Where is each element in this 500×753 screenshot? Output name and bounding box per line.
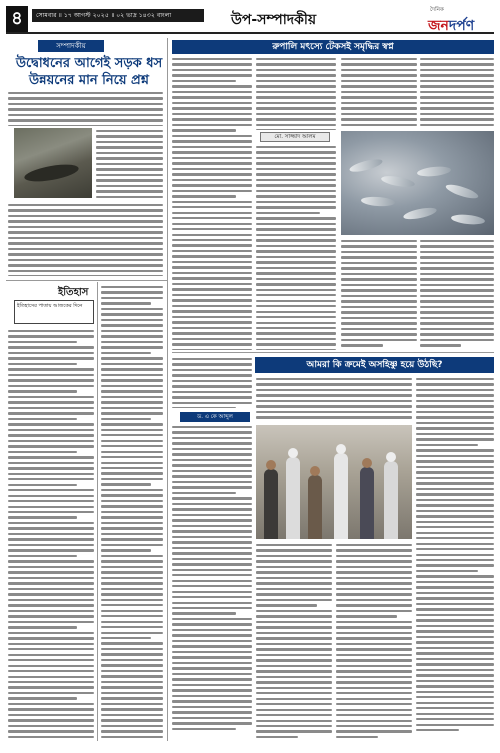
history-list bbox=[101, 286, 163, 740]
newspaper-logo bbox=[424, 6, 494, 32]
logo-part-2: দর্পণ bbox=[448, 18, 475, 34]
feature-body bbox=[256, 146, 336, 350]
road-collapse-photo bbox=[14, 128, 92, 198]
editorial-body bbox=[8, 204, 163, 276]
page-number: ৪ bbox=[6, 6, 28, 32]
fish-market-photo bbox=[341, 131, 494, 235]
feature-2-body bbox=[256, 378, 412, 422]
feature-2-headline: আমরা কি ক্রমেই অসহিষ্ণু হয়ে উঠছি? bbox=[255, 357, 494, 373]
section-title: উপ-সম্পাদকীয় bbox=[231, 12, 317, 28]
feature-2-body bbox=[172, 358, 252, 408]
feature-byline: মো. সাজ্জাদ আলম bbox=[260, 132, 330, 142]
feature-2-body bbox=[172, 426, 252, 741]
feature-body bbox=[256, 58, 336, 130]
section-divider bbox=[172, 352, 494, 353]
feature-2-body bbox=[256, 544, 332, 741]
feature-body bbox=[341, 240, 417, 350]
editorial-body bbox=[8, 92, 163, 126]
feature-2-body bbox=[336, 544, 412, 741]
crowd-photo bbox=[256, 425, 412, 539]
feature-body bbox=[341, 58, 417, 128]
editorial-title: উদ্বোধনের আগেই সড়ক ধস উন্নয়নের মান নিয়ে প্রশ্ন bbox=[15, 56, 163, 88]
logo-tagline: দৈনিক bbox=[430, 7, 444, 13]
history-list bbox=[8, 330, 94, 740]
feature-2-byline: ড. এ কে আব্দুল bbox=[180, 412, 250, 422]
page-header bbox=[6, 6, 494, 34]
editorial-kicker: সম্পাদকীয় bbox=[38, 40, 104, 52]
feature-2-body bbox=[416, 378, 494, 741]
editorial-body bbox=[96, 130, 163, 200]
feature-headline: রুপালি মৎস্যে টেকসই সমৃদ্ধির স্বপ্ন bbox=[172, 40, 494, 54]
history-intro-box: ইতিহাসের পাতায় আজকের দিনে bbox=[14, 300, 94, 324]
section-divider bbox=[6, 280, 167, 281]
feature-body bbox=[420, 240, 494, 350]
logo-wordmark bbox=[428, 14, 474, 38]
logo-part-1: জন bbox=[428, 18, 449, 34]
column-divider bbox=[167, 38, 168, 741]
history-title: ইতিহাস bbox=[58, 287, 89, 298]
date-line: সোমবার ॥ ১৭ আগস্ট ২০২৫ ॥ ০২ ভাদ্র ১৪৩২ বাংলা bbox=[32, 9, 204, 22]
feature-body bbox=[420, 58, 494, 128]
column-divider bbox=[97, 282, 98, 741]
feature-body bbox=[172, 58, 252, 350]
